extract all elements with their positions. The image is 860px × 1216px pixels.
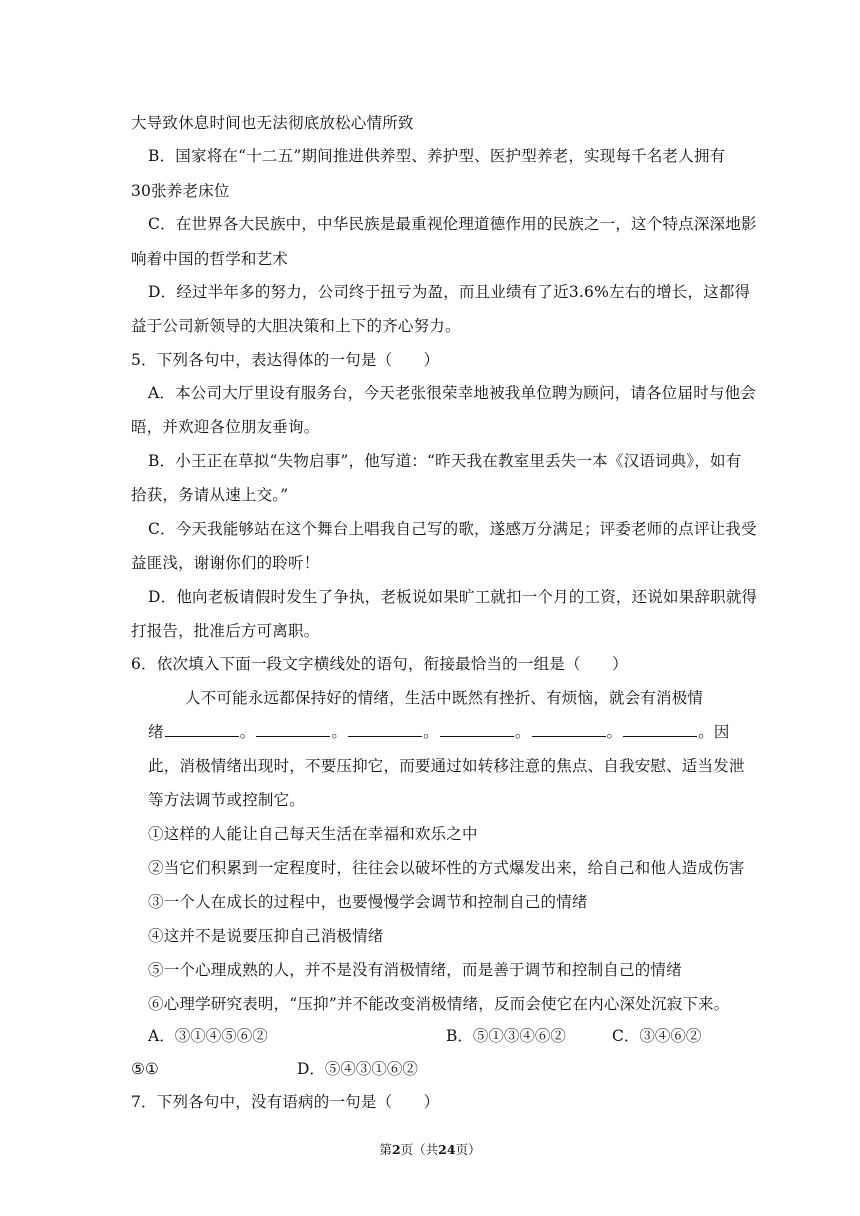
separator: 。: [423, 723, 439, 741]
q6-item-1: ①这样的人能让自己每天生活在幸福和欢乐之中: [148, 825, 478, 843]
q5-option-d: D．他向老板请假时发生了争执，老板说如果旷工就扣一个月的工资，还说如果辞职就得: [148, 588, 758, 606]
separator: 。: [514, 723, 531, 741]
q5-stem: 5．下列各句中，表达得体的一句是（ ）: [131, 351, 440, 369]
separator: 。: [331, 723, 348, 741]
separator: 。: [606, 723, 623, 741]
q4-option-c-cont: 响着中国的哲学和艺术: [131, 250, 289, 268]
q6-passage-line-3: 此，消极情绪出现时，不要压抑它，而要通过如转移注意的焦点、自我安慰、适当发泄: [148, 757, 745, 775]
q7-stem: 7．下列各句中，没有语病的一句是（ ）: [131, 1093, 440, 1111]
q6-stem: 6．依次填入下面一段文字横线处的语句，衔接最恰当的一组是（ ）: [131, 655, 628, 673]
q6-option-a: A．③①④⑤⑥②: [148, 1027, 268, 1045]
current-page-number: 2: [391, 1142, 401, 1157]
total-page-count: 24: [438, 1142, 456, 1157]
q6-option-d: D．⑤④③①⑥②: [297, 1060, 418, 1078]
fill-blank-3: [348, 722, 422, 737]
q6-item-3: ③一个人在成长的过程中，也要慢慢学会调节和控制自己的情绪: [148, 893, 588, 911]
q5-option-a-cont: 晤，并欢迎各位朋友垂询。: [131, 418, 320, 436]
q6-option-c: C．③④⑥②: [612, 1027, 702, 1045]
q6-option-c-cont: ⑤①: [131, 1060, 159, 1078]
q4-option-c: C．在世界各大民族中，中华民族是最重视伦理道德作用的民族之一，这个特点深深地影: [148, 215, 757, 233]
q6-item-5: ⑤一个心理成熟的人，并不是没有消极情绪，而是善于调节和控制自己的情绪: [148, 961, 682, 979]
q5-option-c: C．今天我能够站在这个舞台上唱我自己写的歌，遂感万分满足；评委老师的点评让我受: [148, 520, 757, 538]
fill-blank-2: [256, 722, 330, 737]
q6-item-6: ⑥心理学研究表明，“压抑”并不能改变消极情绪，反而会使它在内心深处沉寂下来。: [148, 995, 730, 1013]
q5-option-a: A．本公司大厅里设有服务台，今天老张很荣幸地被我单位聘为顾问，请各位届时与他会: [148, 384, 756, 402]
q4-option-b: B．国家将在“十二五”期间推进供养型、养护型、医护型养老，实现每千名老人拥有: [148, 147, 726, 165]
q6-item-2: ②当它们积累到一定程度时，往往会以破坏性的方式爆发出来，给自己和他人造成伤害: [148, 859, 745, 877]
fill-blank-4: [440, 722, 514, 737]
footer-prefix: 第: [379, 1142, 392, 1157]
footer-suffix: 页）: [455, 1142, 481, 1157]
q5-option-c-cont: 益匪浅，谢谢你们的聆听！: [131, 554, 320, 572]
q6-passage-end: 因: [713, 723, 730, 741]
q6-option-b: B．⑤①③④⑥②: [446, 1027, 566, 1045]
separator: 。: [698, 723, 714, 741]
q4-option-a-tail: 大导致休息时间也无法彻底放松心情所致: [131, 114, 414, 132]
q4-option-d: D．经过半年多的努力，公司终于扭亏为盈，而且业绩有了近3.6%左右的增长，这都得: [148, 283, 751, 301]
q6-passage-line-4: 等方法调节或控制它。: [148, 791, 306, 809]
fill-blank-6: [623, 722, 697, 737]
footer-mid: 页（共: [400, 1142, 439, 1157]
fill-blank-5: [532, 722, 606, 737]
q6-item-4: ④这并不是说要压抑自己消极情绪: [148, 927, 384, 945]
q5-option-d-cont: 打报告，批准后方可离职。: [131, 622, 320, 640]
q6-passage-start: 绪: [148, 723, 164, 741]
fill-blank-1: [165, 722, 239, 737]
q5-option-b-cont: 拾获，务请从速上交。”: [131, 486, 289, 504]
q6-passage-line-1: 人不可能永远都保持好的情绪，生活中既然有挫折、有烦恼，就会有消极情: [185, 689, 704, 707]
q6-passage-line-2: [148, 722, 730, 742]
separator: 。: [239, 723, 256, 741]
page-footer: [0, 1140, 860, 1158]
q4-option-b-cont: 30张养老床位: [131, 182, 230, 200]
q4-option-d-cont: 益于公司新领导的大胆决策和上下的齐心努力。: [131, 317, 461, 335]
q5-option-b: B．小王正在草拟“失物启事”，他写道：“昨天我在教室里丢失一本《汉语词典》，如有: [148, 452, 742, 470]
